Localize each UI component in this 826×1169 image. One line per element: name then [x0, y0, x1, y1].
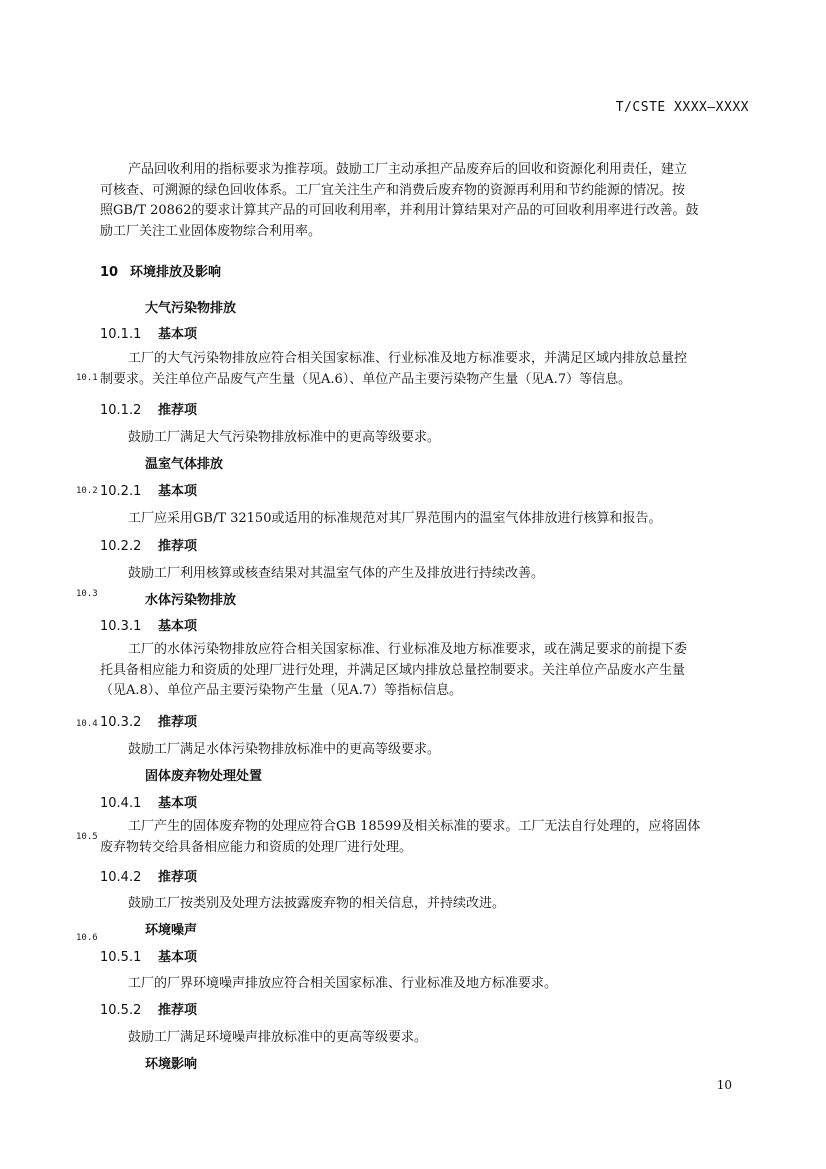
- intro-line: 可核查、可溯源的绿色回收体系。工厂宜关注生产和消费后废弃物的资源再利用和节约能源的情况。按: [100, 182, 686, 198]
- page-number: 10: [716, 1078, 732, 1092]
- clause-title: 基本项: [158, 327, 198, 342]
- body-line: 工厂产生的固体废弃物的处理应符合GB 18599及相关标准的要求。工厂无法自行处理的，应将固体: [128, 819, 701, 834]
- clause-title: 推荐项: [158, 403, 198, 418]
- clause-number: 10.4.2: [100, 870, 142, 885]
- subsection-title-10-1: 大气污染物排放: [145, 301, 237, 316]
- clause-number: 10.5.1: [100, 950, 142, 965]
- margin-number: 10.4: [76, 719, 98, 729]
- clause-title: 基本项: [158, 796, 198, 811]
- clause-title: 基本项: [158, 484, 198, 499]
- body-line: 工厂的水体污染物排放应符合相关国家标准、行业标准及地方标准要求，或在满足要求的前提下委: [128, 642, 688, 657]
- clause-heading-10-3-1: [100, 615, 197, 634]
- clause-title: 推荐项: [158, 539, 198, 554]
- clause-heading-10-3-2: [100, 711, 197, 730]
- body-line: 工厂的大气污染物排放应符合相关国家标准、行业标准及地方标准要求，并满足区域内排放总量控: [128, 351, 688, 366]
- intro-line: 励工厂关注工业固体废物综合利用率。: [100, 223, 322, 239]
- clause-number: 10.1.2: [100, 403, 142, 418]
- clause-body-10-1-2: 鼓励工厂满足大气污染物排放标准中的更高等级要求。: [128, 430, 441, 445]
- clause-title: 基本项: [158, 619, 198, 634]
- clause-heading-10-1-1: [100, 323, 197, 342]
- clause-number: 10.2.2: [100, 539, 142, 554]
- intro-line: 产品回收利用的指标要求为推荐项。鼓励工厂主动承担产品废弃后的回收和资源化利用责任，建立: [128, 162, 688, 177]
- clause-number: 10.4.1: [100, 796, 142, 811]
- subsection-title-10-4: 固体废弃物处理处置: [145, 769, 263, 784]
- clause-number: 10.5.2: [100, 1003, 142, 1018]
- clause-heading-10-5-2: [100, 999, 197, 1018]
- section-heading-10: [100, 261, 221, 280]
- clause-body-10-1-1: [100, 349, 750, 390]
- intro-paragraph: [100, 160, 750, 242]
- clause-heading-10-1-2: [100, 399, 197, 418]
- body-line: （见A.8）、单位产品主要污染物产生量（见A.7）等指标信息。: [100, 683, 463, 698]
- body-line: 制要求。关注单位产品废气产生量（见A.6）、单位产品主要污染物产生量（见A.7）等信息。: [100, 371, 632, 387]
- clause-number: 10.3.1: [100, 619, 142, 634]
- subsection-title-10-5: 环境噪声: [145, 923, 198, 938]
- subsection-title-10-2: 温室气体排放: [145, 457, 224, 472]
- clause-body-10-4-1: [100, 817, 750, 858]
- clause-heading-10-4-1: [100, 792, 197, 811]
- clause-heading-10-2-1: [100, 480, 197, 499]
- clause-body-10-5-1: 工厂的厂界环境噪声排放应符合相关国家标准、行业标准及地方标准要求。: [128, 976, 558, 991]
- clause-title: 推荐项: [158, 870, 198, 885]
- clause-body-10-2-2: 鼓励工厂利用核算或核查结果对其温室气体的产生及排放进行持续改善。: [128, 566, 545, 581]
- margin-number: 10.3: [76, 589, 98, 599]
- clause-body-10-3-1: [100, 640, 750, 702]
- clause-body-10-2-1: 工厂应采用GB/T 32150或适用的标准规范对其厂界范围内的温室气体排放进行核算和报告。: [128, 511, 662, 526]
- clause-heading-10-5-1: [100, 946, 197, 965]
- clause-heading-10-2-2: [100, 535, 197, 554]
- clause-heading-10-4-2: [100, 866, 197, 885]
- clause-body-10-4-2: 鼓励工厂按类别及处理方法披露废弃物的相关信息，并持续改进。: [128, 896, 506, 911]
- body-line: 托具备相应能力和资质的处理厂进行处理，并满足区域内排放总量控制要求。关注单位产品废水产生量: [100, 662, 686, 678]
- document-code: T/CSTE XXXX—XXXX: [615, 100, 749, 115]
- margin-number: 10.6: [76, 933, 98, 943]
- clause-title: 推荐项: [158, 715, 198, 730]
- subsection-title-10-3: 水体污染物排放: [145, 593, 237, 608]
- margin-number: 10.5: [76, 832, 98, 842]
- margin-number: 10.1: [76, 373, 98, 383]
- intro-line: 照GB/T 20862的要求计算其产品的可回收利用率，并利用计算结果对产品的可回收利用率进行改善。鼓: [100, 203, 699, 218]
- clause-body-10-3-2: 鼓励工厂满足水体污染物排放标准中的更高等级要求。: [128, 742, 441, 757]
- section-title: 环境排放及影响: [130, 265, 222, 280]
- clause-number: 10.3.2: [100, 715, 142, 730]
- subsection-title-10-6: 环境影响: [145, 1057, 198, 1072]
- margin-number: 10.2: [76, 486, 98, 496]
- body-line: 废弃物转交给具备相应能力和资质的处理厂进行处理。: [100, 839, 413, 855]
- section-number: 10: [100, 265, 119, 280]
- clause-number: 10.1.1: [100, 327, 142, 342]
- clause-number: 10.2.1: [100, 484, 142, 499]
- clause-title: 基本项: [158, 950, 198, 965]
- clause-title: 推荐项: [158, 1003, 198, 1018]
- clause-body-10-5-2: 鼓励工厂满足环境噪声排放标准中的更高等级要求。: [128, 1030, 428, 1045]
